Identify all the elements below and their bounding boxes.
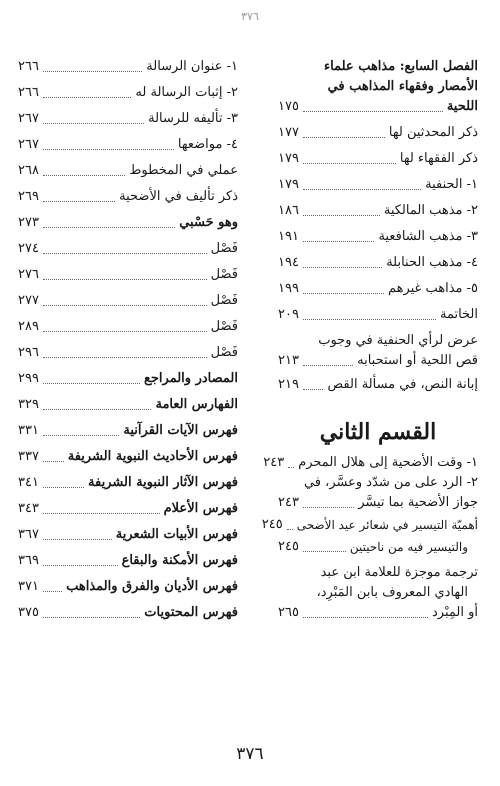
leader-dots	[43, 227, 175, 228]
entry-title: ٢- مذهب المالكية	[383, 203, 478, 218]
toc-chapter-heading[interactable]	[278, 57, 478, 117]
leader-dots	[287, 529, 293, 530]
entry-page: ٢٨٩	[18, 319, 39, 334]
entry-title: ١- الحنفية	[425, 177, 478, 192]
toc-entry[interactable]	[18, 213, 238, 233]
toc-entry-clarify[interactable]	[278, 375, 478, 395]
toc-entry[interactable]	[18, 187, 238, 207]
entry-title: فهرس الأبيات الشعرية	[115, 527, 238, 542]
entry-line: الهادي المعروف بابن المَبْرِد،	[316, 585, 468, 600]
entry-page: ٣٦٩	[18, 553, 39, 568]
toc-entry[interactable]	[278, 253, 478, 273]
toc-entry[interactable]	[18, 369, 238, 389]
entry-page: ٢٧٦	[18, 267, 39, 282]
entry-line: ٢- الرد على من شدّد وعسَّر، في	[303, 475, 478, 490]
entry-page: ٢٦٨	[18, 163, 39, 178]
leader-dots	[303, 241, 374, 242]
entry-page: ٢٤٥	[261, 517, 283, 532]
entry-title: فَصْل	[210, 267, 238, 282]
entry-page: ٢٧٤	[18, 241, 39, 256]
entry-title: فَصْل	[210, 319, 238, 334]
toc-entry[interactable]	[278, 149, 478, 169]
entry-title: ١- وقت الأضحية إلى هلال المحرم	[298, 455, 478, 470]
toc-right-entries	[278, 123, 478, 325]
entry-line: عرض لرأي الحنفية في وجوب	[318, 333, 478, 348]
entry-page: ٣٧١	[18, 579, 39, 594]
toc-entry[interactable]	[18, 57, 238, 77]
toc-entry[interactable]	[278, 537, 478, 557]
toc-entry[interactable]	[18, 525, 238, 545]
entry-page: ١٧٩	[278, 151, 299, 166]
toc-right-column	[261, 57, 478, 623]
toc-entry[interactable]	[18, 499, 238, 519]
entry-page: ٣٢٩	[18, 397, 39, 412]
leader-dots	[303, 267, 382, 268]
page-number: ٣٧٦	[236, 744, 264, 764]
leader-dots	[43, 175, 125, 176]
leader-dots	[303, 551, 346, 552]
leader-dots	[303, 617, 428, 618]
entry-page: ١٧٩	[278, 177, 299, 192]
toc-entry[interactable]	[18, 239, 238, 259]
toc-left-column	[18, 57, 238, 629]
entry-title: ٢- إثبات الرسالة له	[135, 85, 238, 100]
toc-entry[interactable]	[261, 515, 478, 535]
leader-dots	[43, 435, 119, 436]
entry-title: ٤- مذهب الحنابلة	[386, 255, 478, 270]
leader-dots	[43, 487, 84, 488]
entry-title: فهرس الآيات القرآنية	[123, 423, 238, 438]
entry-page: ٢٧٧	[18, 293, 39, 308]
entry-title: المصادر والمراجع	[143, 371, 238, 386]
entry-title: فَصْل	[210, 241, 238, 256]
entry-title: فَصْل	[210, 345, 238, 360]
entry-title: ٥- مذاهب غيرهم	[387, 281, 478, 296]
entry-title: ذكر المحدثين لها	[388, 125, 478, 140]
entry-page: ٢٧٣	[18, 215, 39, 230]
leader-dots	[43, 149, 174, 150]
toc-entry[interactable]	[18, 317, 238, 337]
leader-dots	[43, 123, 144, 124]
entry-title: أو المِبْرد	[432, 605, 478, 620]
entry-title: فهرس الآثار النبوية الشريفة	[88, 475, 238, 490]
entry-page: ١٧٧	[278, 125, 299, 140]
leader-dots	[303, 111, 443, 112]
toc-entry[interactable]	[18, 577, 238, 597]
entry-page: ٢٠٩	[278, 307, 299, 322]
entry-page: ٣٤١	[18, 475, 39, 490]
entry-page: ٢٦٦	[18, 85, 39, 100]
entry-title: وهو حَسْبي	[179, 215, 238, 230]
entry-title: ذكر تأليف في الأضحية	[119, 189, 238, 204]
toc-entry[interactable]	[278, 123, 478, 143]
leader-dots	[43, 253, 207, 254]
entry-page: ٢٩٩	[18, 371, 39, 386]
entry-title: فهرس المحتويات	[144, 605, 238, 620]
entry-title: أهميّة التيسير في شعائر عيد الأضحى	[296, 518, 478, 532]
entry-title: فهرس الأعلام	[163, 501, 238, 516]
entry-page: ١٧٥	[278, 99, 299, 114]
toc-entry[interactable]	[18, 395, 238, 415]
toc-entry[interactable]	[18, 109, 238, 129]
toc-entry[interactable]	[18, 161, 238, 181]
entry-page: ١٩١	[278, 229, 299, 244]
entry-title: جواز الأضحية بما تيسَّر	[358, 495, 478, 510]
leader-dots	[303, 507, 354, 508]
toc-entry[interactable]	[278, 279, 478, 299]
entry-title: عملي في المخطوط	[129, 163, 238, 178]
chapter-last-line	[278, 97, 478, 117]
entry-title: قص اللحية أو استحبابه	[357, 353, 478, 368]
leader-dots	[303, 293, 384, 294]
entry-line: ترجمة موجزة للعلامة ابن عبد	[320, 565, 478, 580]
toc-entry-refute[interactable]	[278, 473, 478, 513]
chapter-line: الفصل السابع: مذاهب علماء	[324, 59, 478, 74]
toc-entry[interactable]	[18, 343, 238, 363]
leader-dots	[43, 409, 152, 410]
toc-entry[interactable]	[18, 421, 238, 441]
entry-page: ٣٤٣	[18, 501, 39, 516]
leader-dots	[43, 331, 207, 332]
leader-dots	[303, 365, 353, 366]
leader-dots	[43, 357, 207, 358]
entry-page: ٢٦٥	[278, 605, 299, 620]
toc-entry[interactable]	[18, 135, 238, 155]
leader-dots	[303, 389, 324, 390]
entry-page: ٣٣٧	[18, 449, 39, 464]
leader-dots	[43, 305, 207, 306]
toc-entry[interactable]	[278, 175, 478, 195]
toc-entry[interactable]	[278, 227, 478, 247]
toc-entry[interactable]	[18, 291, 238, 311]
entry-page: ٣٧٥	[18, 605, 39, 620]
entry-page: ١٨٦	[278, 203, 299, 218]
toc-entry-review[interactable]	[278, 331, 478, 371]
leader-dots	[303, 319, 436, 320]
leader-dots	[303, 137, 385, 138]
entry-title: إبانة النص، في مسألة القص	[327, 377, 478, 392]
leader-dots	[43, 617, 140, 618]
entry-page: ١٩٤	[278, 255, 299, 270]
toc-left-entries	[18, 57, 238, 623]
entry-title: ١- عنوان الرسالة	[146, 59, 238, 74]
entry-page: ٢٦٧	[18, 137, 39, 152]
entry-page: ٢٤٣	[278, 495, 299, 510]
page-header: ٣٧٦	[241, 10, 259, 23]
entry-page: ٢٦٦	[18, 59, 39, 74]
leader-dots	[43, 279, 207, 280]
toc-entry[interactable]	[263, 453, 478, 473]
entry-page: ٢٩٦	[18, 345, 39, 360]
leader-dots	[288, 467, 294, 468]
entry-page: ٢٦٧	[18, 111, 39, 126]
entry-page: ٢٤٥	[278, 539, 299, 554]
entry-title: فهرس الأديان والفرق والمذاهب	[66, 579, 238, 594]
entry-title: ٣- تأليفه للرسالة	[148, 111, 238, 126]
entry-page: ٢١٩	[278, 377, 299, 392]
leader-dots	[303, 163, 396, 164]
entry-page: ٣٣١	[18, 423, 39, 438]
entry-title: الفهارس العامة	[155, 397, 238, 412]
entry-page: ٢٦٩	[18, 189, 39, 204]
entry-title: ٤- مواضعها	[177, 137, 238, 152]
leader-dots	[43, 461, 64, 462]
entry-title: الخاتمة	[439, 307, 478, 322]
entry-title: والتيسير فيه من ناحيتين	[349, 540, 468, 554]
leader-dots	[303, 189, 421, 190]
entry-title: ٣- مذهب الشافعية	[378, 229, 478, 244]
chapter-line: الأمصار وفقهاء المذاهب في	[327, 79, 478, 94]
entry-title: ذكر الفقهاء لها	[399, 151, 478, 166]
leader-dots	[43, 71, 142, 72]
toc-entry[interactable]	[18, 473, 238, 493]
leader-dots	[43, 97, 131, 98]
entry-page: ٣٦٧	[18, 527, 39, 542]
toc-entry[interactable]	[18, 551, 238, 571]
toc-entry[interactable]	[278, 201, 478, 221]
leader-dots	[43, 513, 160, 514]
entry-page: ٢٤٣	[263, 455, 285, 470]
leader-dots	[43, 565, 118, 566]
toc-entry[interactable]	[18, 83, 238, 103]
entry-title: فهرس الأمكنة والبقاع	[121, 553, 238, 568]
section-title: القسم الثاني	[319, 419, 437, 445]
toc-entry[interactable]	[18, 447, 238, 467]
leader-dots	[43, 383, 140, 384]
leader-dots	[43, 591, 62, 592]
leader-dots	[43, 539, 112, 540]
toc-entry[interactable]	[278, 305, 478, 325]
toc-entry-bio[interactable]	[278, 563, 478, 623]
entry-page: ١٩٩	[278, 281, 299, 296]
entry-title: فَصْل	[210, 293, 238, 308]
toc-entry[interactable]	[18, 265, 238, 285]
entry-title: اللحية	[446, 99, 478, 114]
entry-title: فهرس الأحاديث النبوية الشريفة	[67, 449, 238, 464]
leader-dots	[303, 215, 380, 216]
toc-entry[interactable]	[18, 603, 238, 623]
entry-page: ٢١٣	[278, 353, 299, 368]
leader-dots	[43, 201, 115, 202]
